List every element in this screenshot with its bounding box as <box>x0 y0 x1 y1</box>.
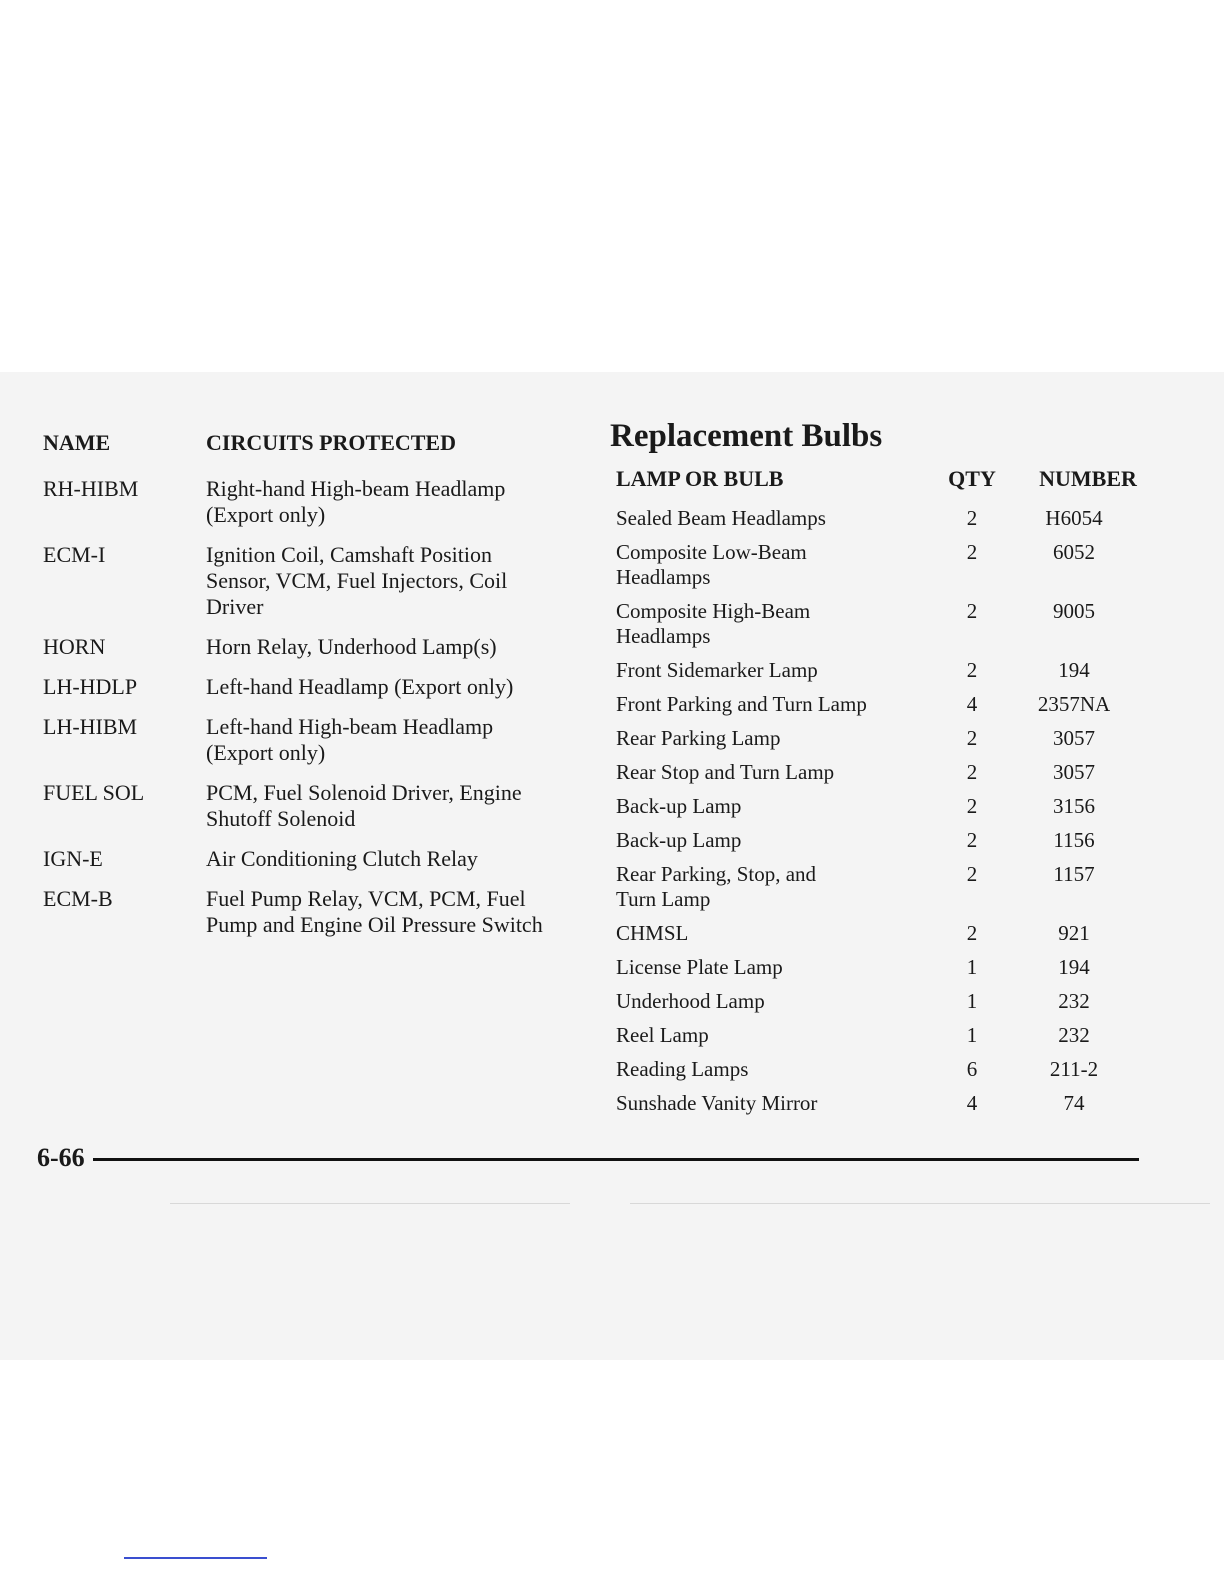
lamp-name: Front Sidemarker Lamp <box>616 658 818 682</box>
lamp-qty: 2 <box>966 506 978 530</box>
bulb-row <box>616 1023 1156 1048</box>
bulb-row <box>616 658 1156 683</box>
bulb-row <box>616 540 1156 590</box>
footer-rule <box>93 1158 1139 1161</box>
fuse-circuits: Fuel Pump Relay, VCM, PCM, Fuel Pump and Engine Oil Pressure Switch <box>206 886 543 937</box>
lamp-name: CHMSL <box>616 921 689 945</box>
lamp-qty: 2 <box>966 599 978 623</box>
lamp-column-header: LAMP OR BULB <box>616 466 784 491</box>
bulb-number: H6054 <box>1045 506 1103 530</box>
bulb-row <box>616 726 1156 751</box>
fuse-row <box>43 846 573 872</box>
section-title: Replacement Bulbs <box>610 418 883 454</box>
lamp-qty: 2 <box>966 726 978 750</box>
name-column-header: NAME <box>43 430 111 455</box>
bulb-row <box>616 506 1156 531</box>
lamp-name: Front Parking and Turn Lamp <box>616 692 867 716</box>
fuse-name: LH-HDLP <box>43 674 138 699</box>
page-number: 6-66 <box>37 1143 85 1172</box>
scan-artifact-line <box>630 1203 1210 1204</box>
fuse-name: RH-HIBM <box>43 476 139 501</box>
bulb-row <box>616 921 1156 946</box>
bulb-row <box>616 989 1156 1014</box>
fuse-row <box>43 476 573 528</box>
lamp-name: License Plate Lamp <box>616 955 783 979</box>
bulb-number: 74 <box>1063 1091 1085 1115</box>
fuse-circuits: Ignition Coil, Camshaft Position Sensor, VCM, Fuel Injectors, Coil Driver <box>206 542 508 619</box>
fuse-row <box>43 714 573 766</box>
link-underline <box>124 1557 267 1559</box>
fuse-name: ECM-B <box>43 886 113 911</box>
bulb-row <box>616 794 1156 819</box>
scan-artifact-line <box>170 1203 570 1204</box>
bulb-number: 211-2 <box>1049 1057 1099 1081</box>
lamp-name: Reading Lamps <box>616 1057 749 1081</box>
bulb-row <box>616 692 1156 717</box>
bulb-row <box>616 1057 1156 1082</box>
bulb-number: 1156 <box>1053 828 1095 852</box>
lamp-qty: 2 <box>966 540 978 564</box>
bulb-number: 6052 <box>1053 540 1095 564</box>
lamp-qty: 1 <box>966 955 978 979</box>
lamp-qty: 2 <box>966 862 978 886</box>
lamp-name: Reel Lamp <box>616 1023 709 1047</box>
lamp-qty: 2 <box>966 658 978 682</box>
fuse-circuits: Left-hand High-beam Headlamp (Export only) <box>206 714 494 765</box>
fuse-circuits: PCM, Fuel Solenoid Driver, Engine Shutoff Solenoid <box>206 780 522 831</box>
fuse-row <box>43 634 573 660</box>
bulb-number: 1157 <box>1053 862 1095 886</box>
lamp-qty: 1 <box>966 1023 978 1047</box>
fuse-table <box>43 430 573 952</box>
bulb-number: 3057 <box>1053 726 1095 750</box>
lamp-qty: 1 <box>966 989 978 1013</box>
fuse-row <box>43 542 573 620</box>
lamp-name: Underhood Lamp <box>616 989 765 1013</box>
lamp-qty: 2 <box>966 794 978 818</box>
bulb-number: 232 <box>1058 1023 1090 1047</box>
fuse-circuits: Left-hand Headlamp (Export only) <box>206 674 514 699</box>
qty-column-header: QTY <box>948 466 996 491</box>
lamp-name: Rear Parking, Stop, and Turn Lamp <box>616 862 817 911</box>
fuse-name: HORN <box>43 634 106 659</box>
bulb-number: 3156 <box>1053 794 1095 818</box>
lamp-name: Back-up Lamp <box>616 828 742 852</box>
bulb-number: 921 <box>1058 921 1090 945</box>
bulb-table <box>616 506 1156 1125</box>
bulb-row <box>616 599 1156 649</box>
lamp-name: Rear Parking Lamp <box>616 726 781 750</box>
lamp-name: Back-up Lamp <box>616 794 742 818</box>
number-column-header: NUMBER <box>1039 466 1137 491</box>
lamp-qty: 4 <box>966 692 978 716</box>
bulb-number: 3057 <box>1053 760 1095 784</box>
fuse-circuits: Right-hand High-beam Headlamp (Export only) <box>206 476 506 527</box>
fuse-circuits: Air Conditioning Clutch Relay <box>206 846 478 871</box>
fuse-name: LH-HIBM <box>43 714 138 739</box>
bulb-row <box>616 760 1156 785</box>
bulb-row <box>616 828 1156 853</box>
circuits-column-header: CIRCUITS PROTECTED <box>206 430 456 455</box>
lamp-name: Sealed Beam Headlamps <box>616 506 826 530</box>
lamp-name: Rear Stop and Turn Lamp <box>616 760 835 784</box>
bulb-number: 2357NA <box>1037 692 1111 716</box>
fuse-row <box>43 674 573 700</box>
lamp-qty: 6 <box>966 1057 978 1081</box>
lamp-name: Composite Low-Beam Headlamps <box>616 540 807 589</box>
bulb-number: 9005 <box>1053 599 1095 623</box>
fuse-name: FUEL SOL <box>43 780 145 805</box>
page-footer <box>37 1140 1139 1176</box>
lamp-qty: 2 <box>966 921 978 945</box>
bulb-row <box>616 862 1156 912</box>
fuse-row <box>43 780 573 832</box>
fuse-table-header <box>43 430 573 460</box>
fuse-name: ECM-I <box>43 542 106 567</box>
bulb-row <box>616 1091 1156 1116</box>
fuse-circuits: Horn Relay, Underhood Lamp(s) <box>206 634 497 659</box>
bulb-row <box>616 955 1156 980</box>
fuse-name: IGN-E <box>43 846 103 871</box>
bulb-number: 194 <box>1058 955 1090 979</box>
bulb-table-header <box>616 466 1156 496</box>
lamp-name: Composite High-Beam Headlamps <box>616 599 811 648</box>
bulb-number: 194 <box>1058 658 1090 682</box>
fuse-row <box>43 886 573 938</box>
lamp-qty: 2 <box>966 760 978 784</box>
bulb-number: 232 <box>1058 989 1090 1013</box>
lamp-qty: 4 <box>966 1091 978 1115</box>
lamp-name: Sunshade Vanity Mirror <box>616 1091 818 1115</box>
lamp-qty: 2 <box>966 828 978 852</box>
